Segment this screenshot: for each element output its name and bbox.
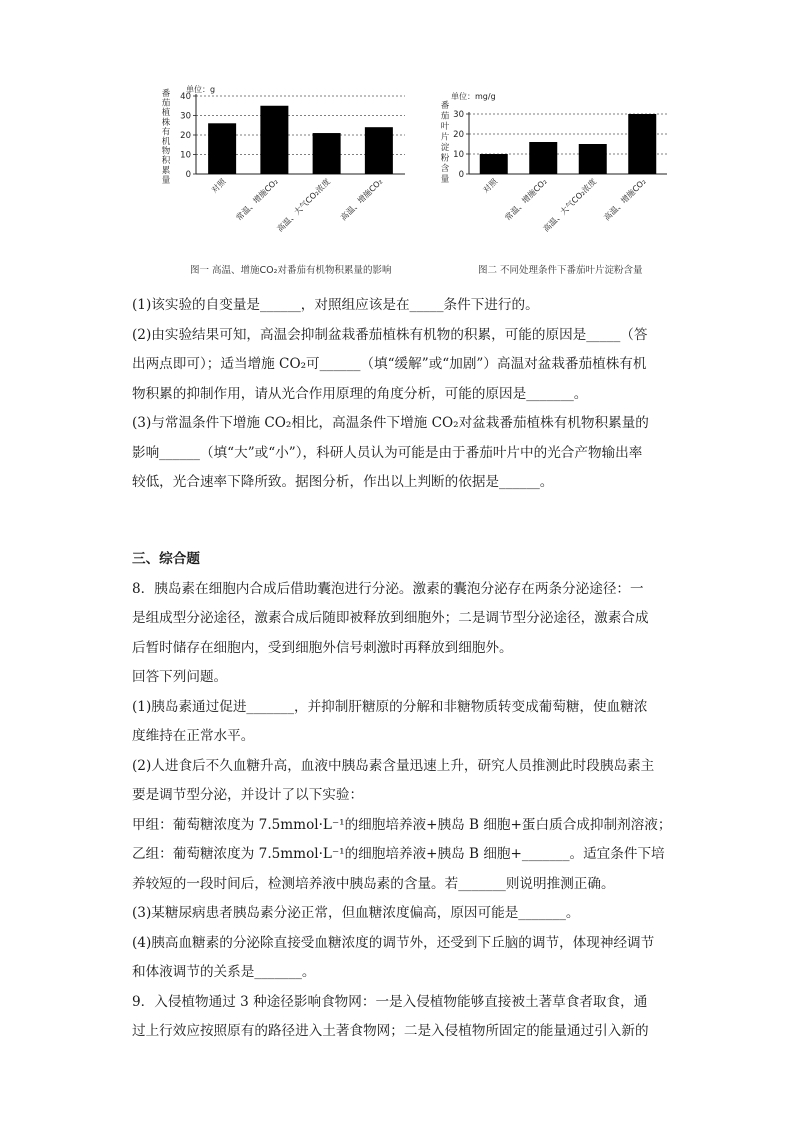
question-7-parts <box>132 291 672 498</box>
bar <box>628 114 656 174</box>
y-axis-label-char: 植 <box>161 108 171 119</box>
x-tick-label: 常温、增施CO₂ <box>503 177 549 223</box>
x-tick-label: 高温、大气CO₂浓度 <box>541 177 599 234</box>
q7-part2-line3: 物积累的抑制作用，请从光合作用原理的角度分析，可能的原因是_______。 <box>132 385 588 402</box>
x-tick-label: 对照 <box>209 177 228 195</box>
figure-2-caption: 图二 不同处理条件下番茄叶片淀粉含量 <box>478 265 643 276</box>
figure-1-caption: 图一 高温、增施CO₂对番茄有机物积累量的影响 <box>190 265 392 276</box>
q7-part2-line2: 出两点即可）；适当增施 CO₂可______（填“缓解”或“加剧”）高温对盆栽番茄植株有机 <box>132 356 647 372</box>
y-axis-label-char: 番 <box>161 89 171 99</box>
y-axis-label-char: 淀 <box>440 143 450 153</box>
bar <box>529 142 557 174</box>
y-axis-label-char: 量 <box>161 175 171 186</box>
q8-part2-line5: 养较短的一段时间后，检测培养液中胰岛素的含量。若_______则说明推测正确。 <box>132 875 615 892</box>
figure-1-chart <box>160 82 420 257</box>
y-tick-label: 20 <box>180 131 191 141</box>
y-axis-label-char: 叶 <box>440 122 450 132</box>
y-unit-label: 单位：mg/g <box>451 92 496 101</box>
q8-part1-line2: 度维持在正常水平。 <box>132 728 255 744</box>
q7-part3-line2: 影响______（填“大”或“小”），科研人员认为可能是由于番茄叶片中的光合产物输出率 <box>132 444 643 461</box>
x-tick-label: 高温、增施CO₂ <box>338 177 385 223</box>
y-tick-label: 30 <box>453 110 464 120</box>
y-axis-label-char: 粉 <box>440 153 450 164</box>
q7-part3-line1: (3)与常温条件下增施 CO₂相比，高温条件下增施 CO₂对盆栽番茄植株有机物积累量的 <box>132 415 649 431</box>
q7-part3-line3: 较低，光合速率下降所致。据图分析，作出以上判断的依据是______。 <box>132 474 554 490</box>
y-tick-label: 0 <box>458 170 464 180</box>
y-axis-label-char: 茄 <box>161 98 171 109</box>
x-tick-label: 高温、增施CO₂ <box>602 177 648 223</box>
q8-part2-line2: 要是调节型分泌，并设计了以下实验： <box>132 787 364 803</box>
y-tick-label: 10 <box>180 150 191 161</box>
section-comprehensive <box>132 545 672 1047</box>
y-axis-label-char: 量 <box>440 174 450 185</box>
bar <box>260 106 288 174</box>
x-tick-label: 高温、大气CO₂浓度 <box>275 177 333 234</box>
q8-intro-line3: 后暂时储存在细胞内，受到细胞外信号刺激时再释放到细胞外。 <box>132 639 513 656</box>
figure-2-svg <box>437 82 677 257</box>
q8-part2-line4: 乙组：葡萄糖浓度为 7.5mmol·L⁻¹的细胞培养液+胰岛 B 细胞+_______。适宜条件下培 <box>132 846 665 862</box>
y-tick-label: 30 <box>180 111 191 122</box>
q8-instruction: 回答下列问题。 <box>132 669 228 685</box>
x-tick-label: 对照 <box>481 177 500 195</box>
y-unit-label: 单位：g <box>186 85 216 94</box>
y-axis-label-char: 物 <box>161 146 171 157</box>
q7-part1: (1)该实验的自变量是______，对照组应该是在_____条件下进行的。 <box>132 297 539 313</box>
figure-2-chart <box>437 82 677 257</box>
y-axis-label-char: 累 <box>161 165 171 176</box>
y-axis-label-char: 含 <box>440 164 450 174</box>
x-tick-label: 常温、增施CO₂ <box>234 177 280 223</box>
q8-part4-line1: (4)胰高血糖素的分泌除直接受血糖浓度的调节外，还受到下丘脑的调节，体现神经调节 <box>132 934 655 951</box>
q8-part4-line2: 和体液调节的关系是_______。 <box>132 964 316 980</box>
q9-line1: 9．入侵植物通过 3 种途径影响食物网：一是入侵植物能够直接被土著草食者取食，通 <box>132 993 648 1010</box>
q8-part2-line1: (2)人进食后不久血糖升高，血液中胰岛素含量迅速上升，研究人员推测此时段胰岛素主 <box>132 757 655 774</box>
bar <box>208 123 236 174</box>
bar <box>480 154 508 174</box>
bar <box>365 127 393 174</box>
y-axis-label-char: 片 <box>440 132 450 143</box>
q8-part1-line1: (1)胰岛素通过促进_______，并抑制肝糖原的分解和非糖物质转变成葡萄糖，使血糖浓 <box>132 698 648 715</box>
bar <box>313 133 341 174</box>
y-tick-label: 20 <box>453 130 464 140</box>
q8-part3: (3)某糖尿病患者胰岛素分泌正常，但血糖浓度偏高，原因可能是_______。 <box>132 905 580 921</box>
y-axis-label-char: 机 <box>161 137 171 147</box>
bar <box>579 144 607 174</box>
y-axis-label-char: 株 <box>161 117 171 128</box>
y-axis-label-char: 番 <box>440 101 450 111</box>
y-tick-label: 0 <box>185 170 191 180</box>
figure-1-svg <box>160 82 420 257</box>
section-heading: 三、综合题 <box>132 551 200 567</box>
q9-line2: 过上行效应按照原有的路径进入土著食物网；二是入侵植物所固定的能量通过引入新的 <box>132 1023 649 1039</box>
q8-intro-line2: 是组成型分泌途径，激素合成后随即被释放到细胞外；二是调节型分泌途径，激素合成 <box>132 610 649 626</box>
q8-intro-line1: 8．胰岛素在细胞内合成后借助囊泡进行分泌。激素的囊泡分泌存在两条分泌途径：一 <box>132 580 644 597</box>
y-axis-label-char: 积 <box>161 156 171 167</box>
y-axis-label-char: 有 <box>161 127 171 138</box>
y-axis-label-char: 茄 <box>440 111 450 122</box>
q8-part2-line3: 甲组：葡萄糖浓度为 7.5mmol·L⁻¹的细胞培养液+胰岛 B 细胞+蛋白质合成抑制剂溶液； <box>132 816 672 833</box>
q7-part2-line1: (2)由实验结果可知，高温会抑制盆栽番茄植株有机物的积累，可能的原因是_____（答 <box>132 326 648 343</box>
y-tick-label: 40 <box>180 92 191 102</box>
y-tick-label: 10 <box>453 150 464 160</box>
